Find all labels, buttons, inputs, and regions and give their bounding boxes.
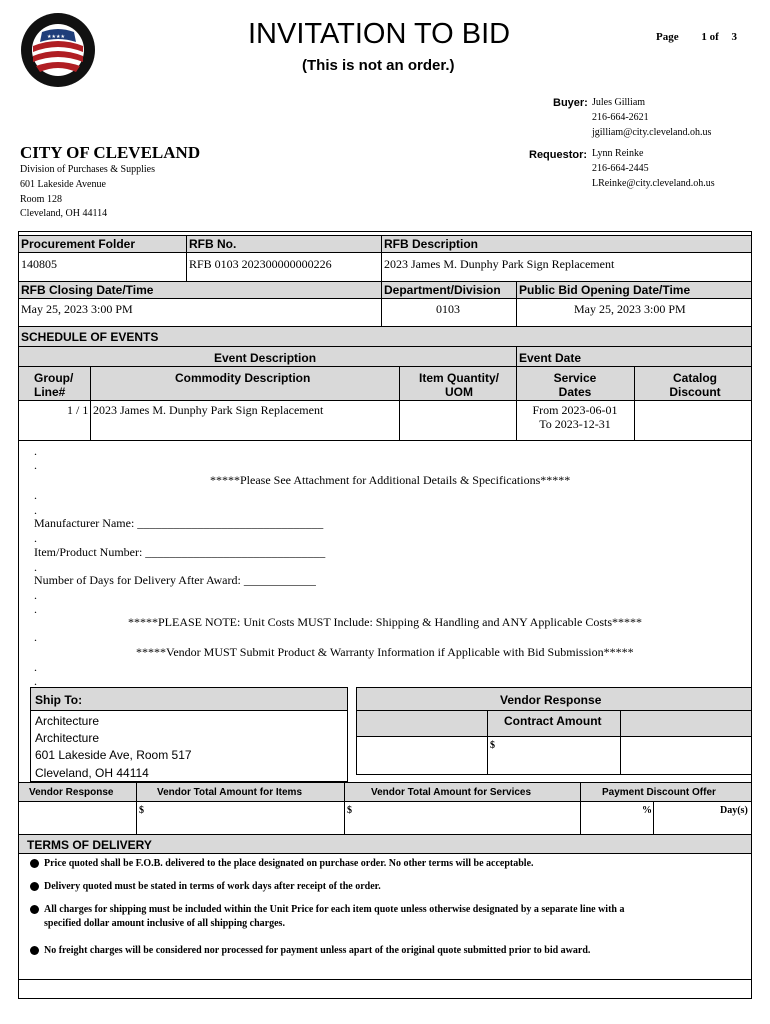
page-indicator: Page 1 of 3 (656, 31, 738, 43)
rfb-desc-label: RFB Description (384, 237, 479, 251)
detail-dot: . (34, 503, 37, 517)
rfb-desc-value: 2023 James M. Dunphy Park Sign Replacement (384, 257, 615, 271)
detail-dot: . (34, 660, 37, 674)
discount-percent-input[interactable]: % (642, 805, 652, 816)
delivery-days-line: Number of Days for Delivery After Award: ____________ (34, 573, 316, 587)
col-items-total: Vendor Total Amount for Items (157, 787, 303, 798)
discount-days-input[interactable]: Day(s) (720, 805, 748, 816)
buyer-phone: 216-664-2621 (592, 112, 649, 123)
opening-value: May 25, 2023 3:00 PM (574, 302, 686, 316)
requestor-name: Lynn Reinke (592, 148, 644, 159)
closing-label: RFB Closing Date/Time (21, 283, 154, 297)
city-seal (20, 12, 96, 88)
requestor-email: LReinke@city.cleveland.oh.us (592, 178, 715, 189)
event-header-row (19, 347, 751, 366)
row-service-dates: From 2023-06-01 To 2023-12-31 (532, 403, 618, 431)
schedule-heading: SCHEDULE OF EVENTS (21, 330, 159, 344)
detail-dot: . (34, 560, 37, 574)
bullet-icon (30, 859, 39, 868)
vendor-response-heading: Vendor Response (500, 693, 602, 707)
requestor-phone: 216-664-2445 (592, 163, 649, 174)
rfb-no-label: RFB No. (189, 237, 237, 251)
detail-dot: . (34, 674, 37, 688)
detail-dot: . (34, 531, 37, 545)
col-catalog: Catalog Discount (669, 371, 721, 399)
items-total-input[interactable]: $ (139, 805, 144, 816)
detail-dot: . (34, 602, 37, 616)
col-services-total: Vendor Total Amount for Services (371, 787, 532, 798)
col-commodity: Commodity Description (175, 371, 311, 385)
procurement-folder-value: 140805 (21, 257, 57, 271)
event-date-label: Event Date (519, 351, 582, 365)
requestor-label: Requestor: (529, 149, 588, 161)
dept-label: Department/Division (384, 283, 501, 297)
ship-to-line1: Architecture (35, 714, 100, 728)
commodity-header-row (19, 367, 751, 400)
detail-dot: . (34, 488, 37, 502)
procurement-folder-label: Procurement Folder (21, 237, 136, 251)
buyer-email: jgilliam@city.cleveland.oh.us (592, 127, 712, 138)
svg-text:★★★★: ★★★★ (47, 34, 65, 40)
org-city: Cleveland, OH 44114 (20, 208, 108, 219)
rfb-no-value: RFB 0103 202300000000226 (189, 257, 332, 271)
opening-label: Public Bid Opening Date/Time (519, 283, 691, 297)
detail-dot: . (34, 458, 37, 472)
services-total-input[interactable]: $ (347, 805, 352, 816)
col-group: Group/ Line# (34, 371, 74, 399)
closing-value: May 25, 2023 3:00 PM (21, 302, 133, 316)
org-street: 601 Lakeside Avenue (20, 179, 106, 190)
ship-to-label: Ship To: (35, 693, 83, 707)
manufacturer-line: Manufacturer Name: _______________________________ (34, 516, 324, 530)
bullet-icon (30, 882, 39, 891)
org-name: CITY OF CLEVELAND (20, 143, 201, 162)
ship-to-line2: Architecture (35, 731, 100, 745)
org-division: Division of Purchases & Supplies (20, 164, 155, 175)
buyer-label: Buyer: (553, 97, 588, 109)
page-subtitle: (This is not an order.) (302, 57, 455, 74)
col-vendor-response: Vendor Response (29, 787, 114, 798)
detail-dot: . (34, 588, 37, 602)
contract-amount-input[interactable]: $ (490, 740, 495, 751)
unit-cost-note: *****PLEASE NOTE: Unit Costs MUST Include: Shipping & Handling and ANY Applicable Costs***** (128, 615, 642, 629)
ship-to-line4: Cleveland, OH 44114 (35, 766, 149, 780)
item-number-line: Item/Product Number: ______________________________ (34, 545, 326, 559)
buyer-name: Jules Gilliam (592, 97, 646, 108)
warranty-note: *****Vendor MUST Submit Product & Warranty Information if Applicable with Bid Submission***** (136, 645, 634, 659)
org-room: Room 128 (20, 194, 62, 205)
page-title: INVITATION TO BID (248, 18, 511, 50)
col-qty: Item Quantity/ UOM (418, 371, 499, 399)
row-desc: 2023 James M. Dunphy Park Sign Replacement (93, 403, 324, 417)
dept-value: 0103 (436, 302, 460, 316)
terms-heading: TERMS OF DELIVERY (27, 838, 152, 852)
row-line: 1 / 1 (67, 403, 89, 417)
detail-dot: . (34, 444, 37, 458)
event-desc-label: Event Description (214, 351, 317, 365)
col-discount: Payment Discount Offer (602, 787, 716, 798)
attachment-note: *****Please See Attachment for Additional Details & Specifications***** (210, 473, 571, 487)
contract-amount-label: Contract Amount (504, 714, 602, 728)
detail-dot: . (34, 630, 37, 644)
col-service: Service Dates (553, 371, 597, 399)
bullet-icon (30, 946, 39, 955)
ship-to-line3: 601 Lakeside Ave, Room 517 (35, 748, 192, 762)
bullet-icon (30, 905, 39, 914)
